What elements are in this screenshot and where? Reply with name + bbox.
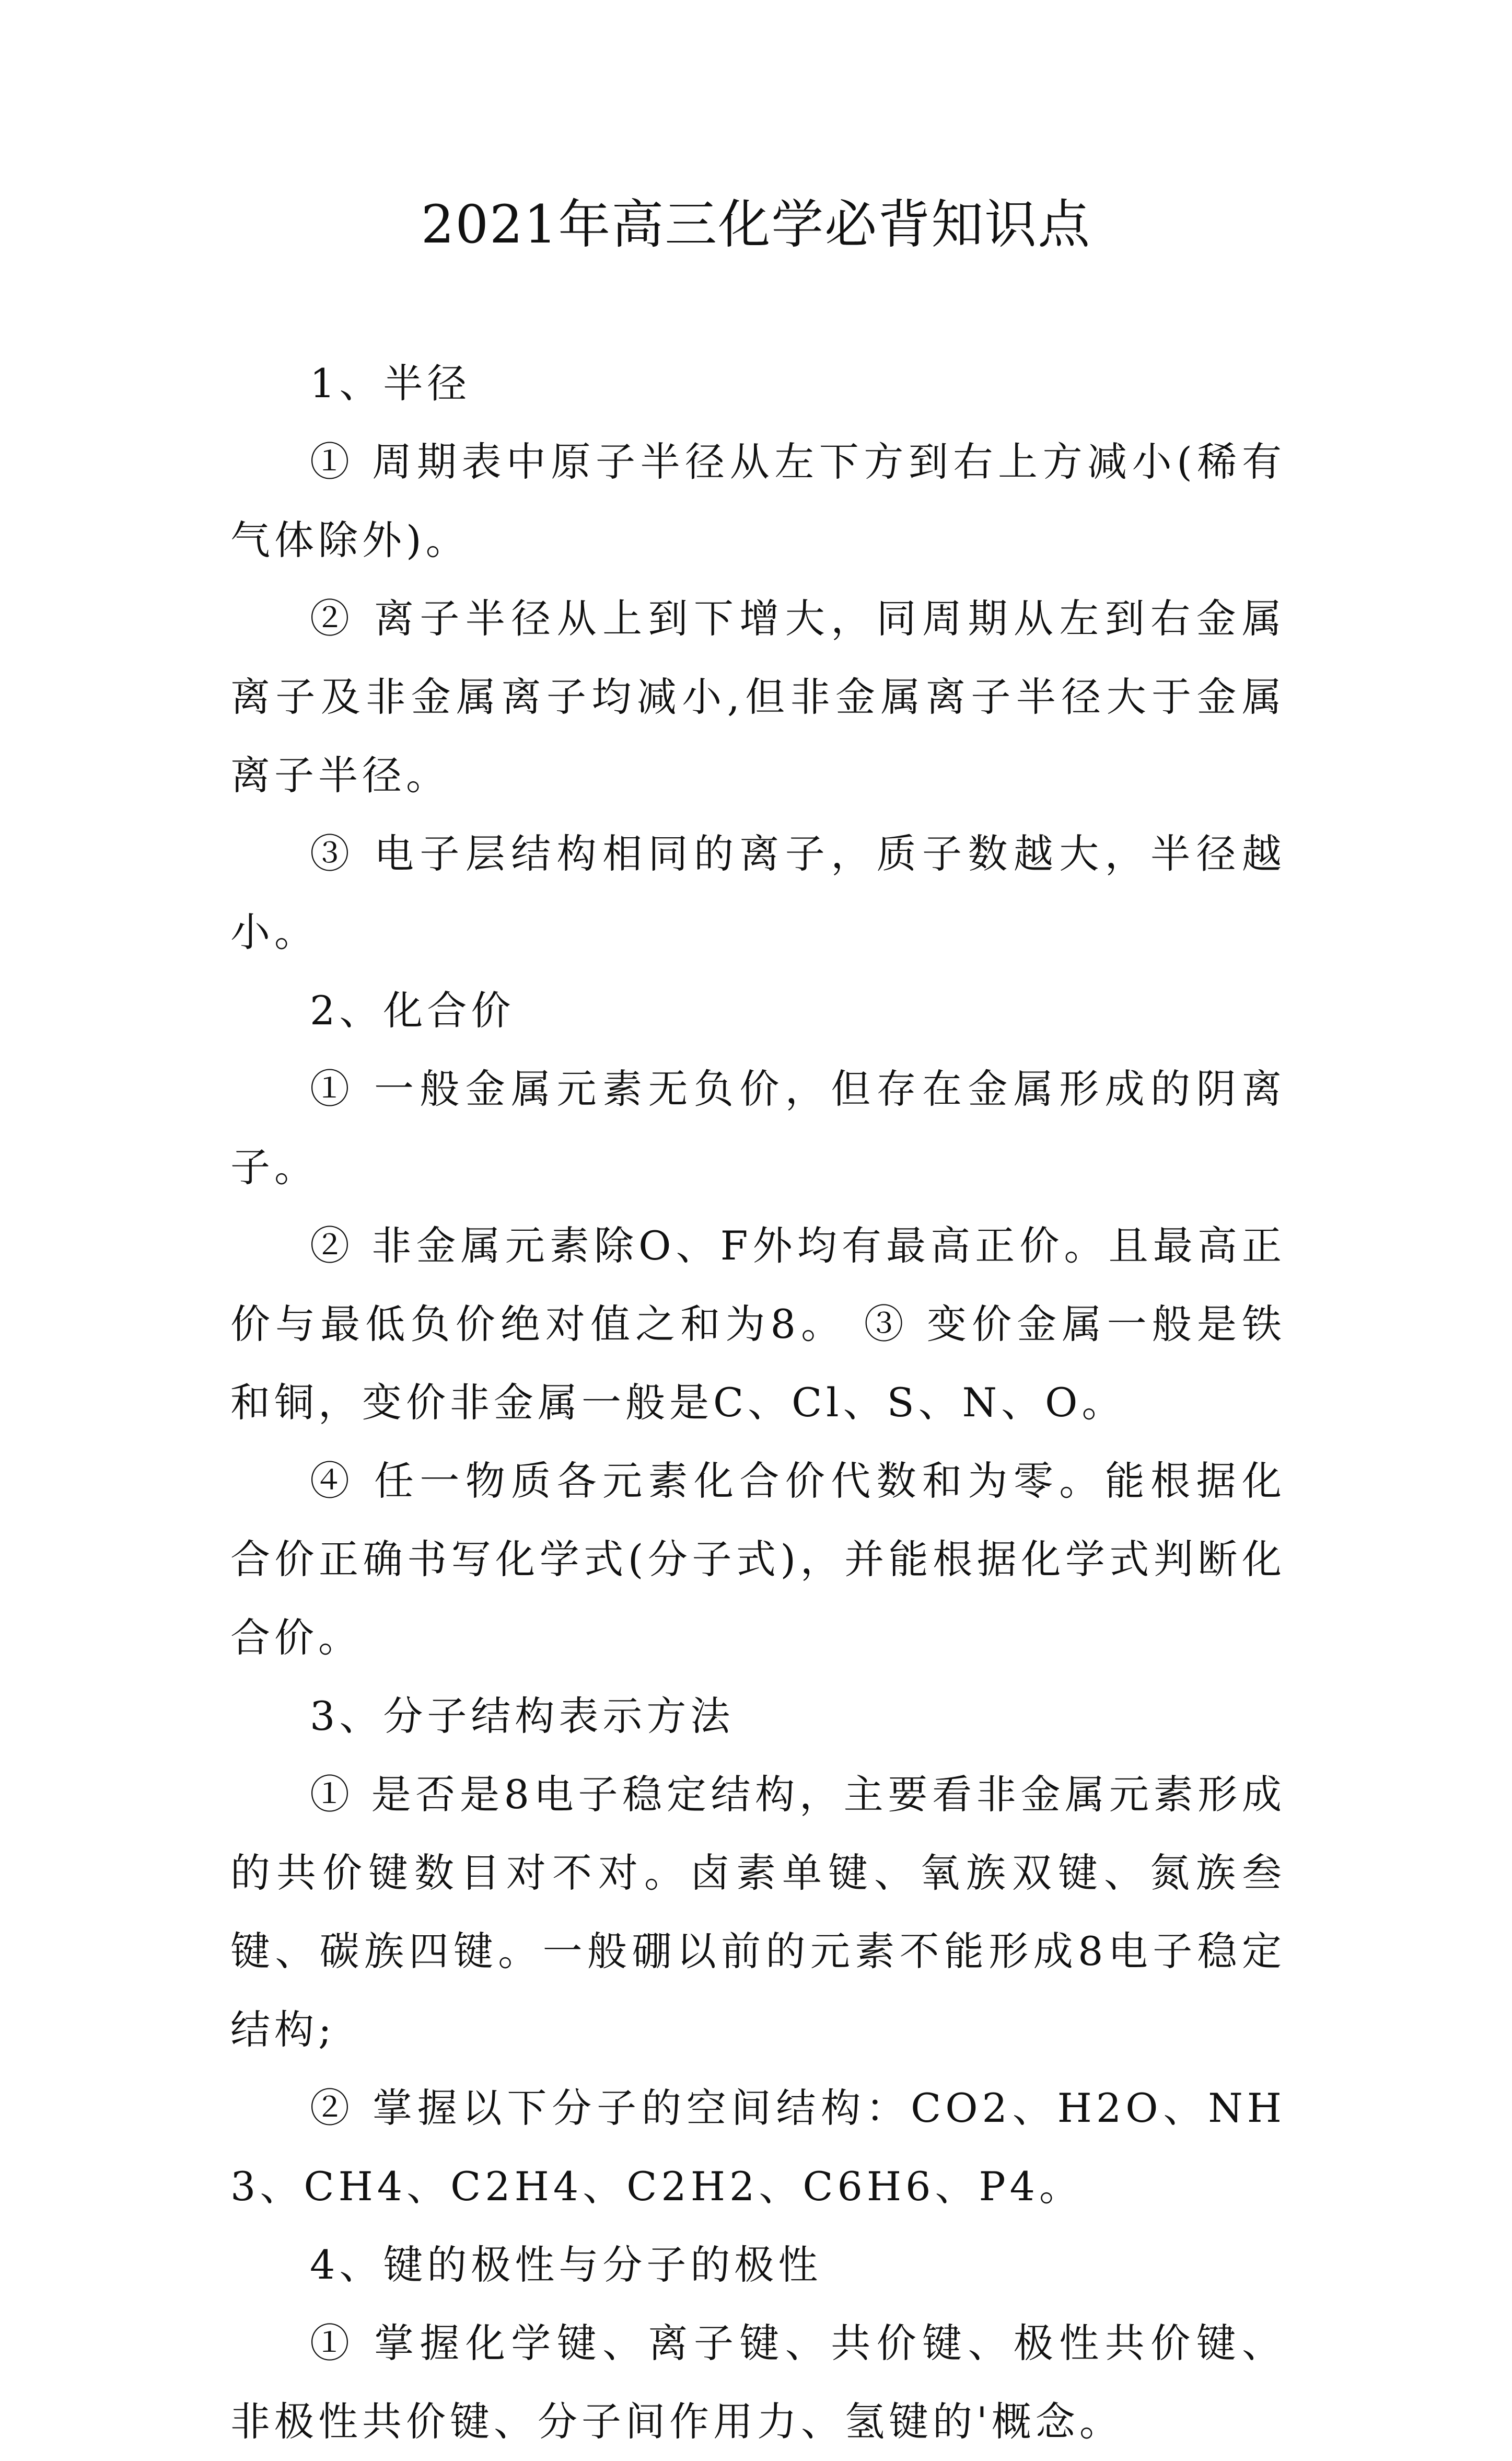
page-title: 2021年高三化学必背知识点: [421, 194, 1091, 255]
section-heading-polarity: 4、键的极性与分子的极性: [310, 2242, 822, 2288]
paragraph: ① 掌握化学键、离子键、共价键、极性共价键、非极性共价键、分子间作用力、氢键的'概念。: [230, 2320, 1286, 2445]
paragraph: ① 周期表中原子半径从左下方到右上方减小(稀有气体除外)。: [230, 438, 1286, 563]
document-body: [230, 344, 1286, 2461]
paragraph: ② 非金属元素除O、F外均有最高正价。且最高正价与最低负价绝对值之和为8。 ③ 变价金属一般是铁和铜，变价非金属一般是C、Cl、S、N、O。: [230, 1222, 1286, 1426]
section-heading-radius: 1、半径: [310, 360, 471, 407]
paragraph: ④ 任一物质各元素化合价代数和为零。能根据化合价正确书写化学式(分子式)，并能根据化学式判断化合价。: [230, 1458, 1286, 1661]
paragraph: ② 离子半径从上到下增大，同周期从左到右金属离子及非金属离子均减小,但非金属离子半径大于金属离子半径。: [230, 595, 1286, 799]
section-heading-valence: 2、化合价: [310, 987, 515, 1034]
paragraph: ② 掌握以下分子的空间结构：CO2、H2O、NH3、CH4、C2H4、C2H2、C6H6、P4。: [230, 2085, 1286, 2210]
paragraph: ① 一般金属元素无负价，但存在金属形成的阴离子。: [230, 1066, 1286, 1191]
paragraph: ③ 电子层结构相同的离子，质子数越大，半径越小。: [230, 830, 1286, 955]
paragraph: ① 是否是8电子稳定结构，主要看非金属元素形成的共价键数目对不对。卤素单键、氧族双键、氮族叁键、碳族四键。一般硼以前的元素不能形成8电子稳定结构;: [230, 1771, 1286, 2053]
section-heading-molecular-structure: 3、分子结构表示方法: [310, 1693, 735, 1739]
